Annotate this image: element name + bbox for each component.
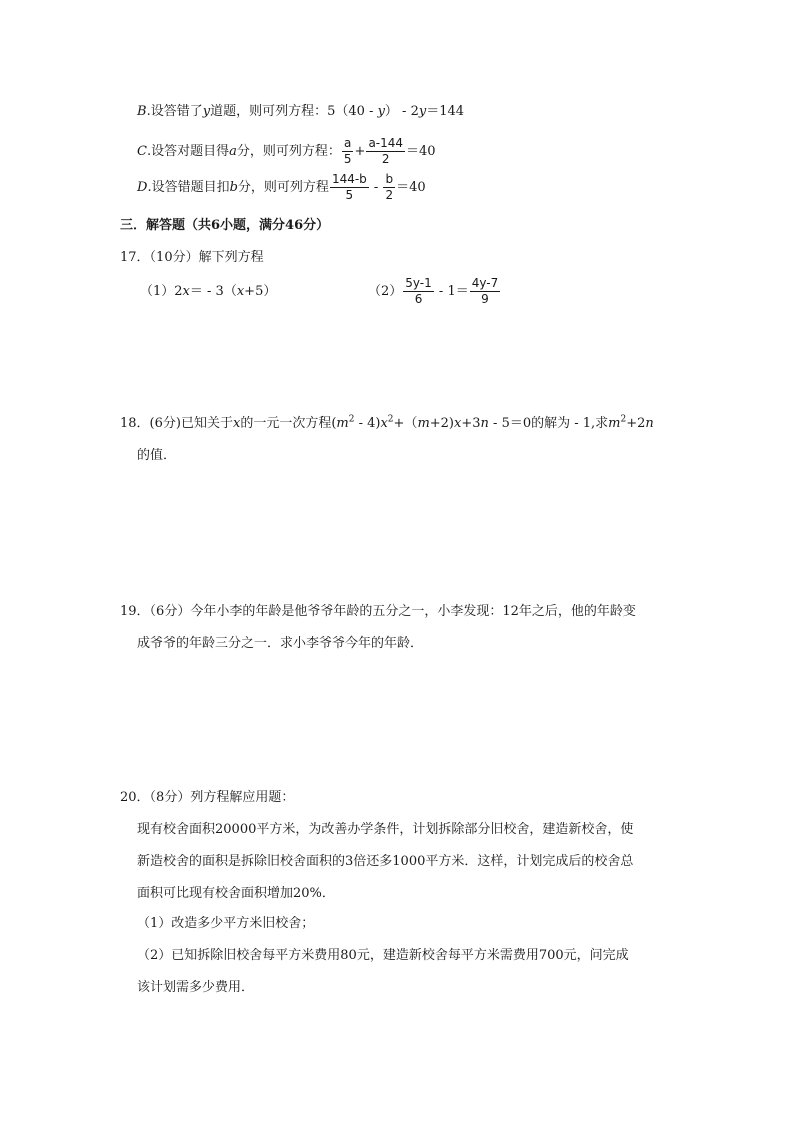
variable: x	[236, 284, 245, 299]
equals-value: ＝40	[396, 180, 426, 195]
fraction-denominator: 5	[345, 188, 354, 202]
question-17-part-1	[140, 282, 276, 302]
question-19-line-2: 成爷爷的年龄三分之一．求小李爷爷今年的年龄．	[137, 636, 424, 651]
section-heading: 三．解答题（共6小题，满分46分）	[120, 218, 330, 233]
fraction	[383, 172, 395, 203]
fraction-denominator: 2	[381, 152, 390, 166]
question-text: - 4)	[354, 416, 381, 431]
fraction-numerator: 144-b	[331, 172, 367, 186]
option-b	[137, 102, 464, 122]
option-text: ） - 2	[384, 104, 419, 119]
equation-text: - 1＝	[434, 284, 469, 299]
equation-text: （1）2	[140, 284, 183, 299]
option-c	[137, 136, 436, 168]
equals-value: ＝40	[406, 144, 436, 159]
fraction-numerator: 4y-7	[471, 276, 499, 290]
option-dot: .	[146, 144, 152, 159]
exponent: 2	[348, 414, 355, 425]
fraction-numerator: 5y-1	[405, 276, 432, 290]
question-18-line-1	[120, 414, 654, 434]
variable: x	[380, 416, 388, 431]
question-20-line-1: 现有校舍面积20000平方米，为改善办学条件，计划拆除部分旧校舍，建造新校舍，使	[137, 822, 634, 837]
variable: y	[202, 104, 211, 119]
option-text: 设答错了	[150, 104, 203, 119]
question-text: +（	[393, 416, 418, 431]
question-17-label: 17．（10分）解下列方程	[120, 250, 264, 265]
question-20-sub-2-line-1: （2）已知拆除旧校舍每平方米费用80元，建造新校舍每平方米需费用700元，问完成	[137, 948, 629, 963]
fraction-denominator: 2	[385, 188, 394, 202]
variable: m	[608, 416, 621, 431]
fraction-numerator: b	[385, 172, 394, 186]
question-17-part-2	[368, 276, 501, 308]
option-text: 设答对题目得	[151, 144, 230, 159]
variable: x	[454, 416, 462, 431]
question-20-line-3: 面积可比现有校舍面积增加20%．	[137, 886, 335, 901]
question-20-sub-1: （1）改造多少平方米旧校舍；	[137, 916, 315, 931]
fraction	[330, 172, 369, 203]
variable: n	[645, 416, 654, 431]
option-letter: C	[137, 144, 147, 159]
option-letter: B	[137, 104, 147, 119]
equation-text: ＝ - 3（	[189, 284, 237, 299]
fraction	[366, 136, 405, 167]
question-20-label: 20．（8分）列方程解应用题：	[120, 790, 295, 805]
option-text: 分，则可列方程	[237, 180, 329, 195]
variable: a	[229, 144, 237, 159]
fraction-numerator: a	[344, 136, 352, 150]
equation-text: +5）	[244, 284, 277, 299]
option-text: 道题，则可列方程：5（40 -	[210, 104, 378, 119]
option-dot: .	[146, 104, 151, 119]
operator: +	[354, 144, 366, 159]
option-d	[137, 172, 426, 204]
question-text: 的一元一次方程(	[240, 416, 337, 431]
question-20-line-2: 新造校舍的面积是拆除旧校舍面积的3倍还多1000平方米．这样，计划完成后的校舍总	[137, 854, 634, 869]
equation-text: （2）	[368, 284, 403, 299]
option-text: ＝144	[426, 104, 465, 119]
question-19-line-1: 19．（6分）今年小李的年龄是他爷爷年龄的五分之一，小李发现：12年之后，他的年龄变	[120, 604, 636, 619]
variable: x	[182, 284, 190, 299]
variable: m	[336, 416, 349, 431]
variable: n	[480, 416, 489, 431]
question-20-sub-2-line-2: 该计划需多少费用．	[137, 980, 255, 995]
option-letter: D	[137, 180, 148, 195]
question-text: +2	[626, 416, 646, 431]
question-text: +2)	[429, 416, 455, 431]
exponent: 2	[387, 414, 394, 425]
question-text: +3	[461, 416, 481, 431]
fraction	[342, 136, 354, 167]
fraction	[470, 276, 501, 307]
variable: b	[229, 180, 238, 195]
variable: y	[377, 104, 385, 119]
operator: -	[369, 180, 383, 195]
fraction-numerator: a-144	[368, 136, 404, 150]
question-18-line-2: 的值．	[137, 448, 177, 463]
fraction	[403, 276, 434, 307]
fraction-denominator: 9	[481, 292, 489, 306]
fraction-denominator: 6	[414, 292, 423, 306]
fraction-denominator: 5	[343, 152, 352, 166]
exponent: 2	[620, 414, 627, 425]
variable: m	[417, 416, 430, 431]
option-text: 分，则可列方程：	[236, 144, 341, 159]
variable: x	[232, 416, 241, 431]
option-text: 设答错题目扣	[151, 180, 230, 195]
option-dot: .	[147, 180, 152, 195]
question-text: 18．(6分)已知关于	[120, 416, 233, 431]
question-text: - 5＝0的解为 - 1,求	[488, 416, 609, 431]
variable: y	[418, 104, 427, 119]
